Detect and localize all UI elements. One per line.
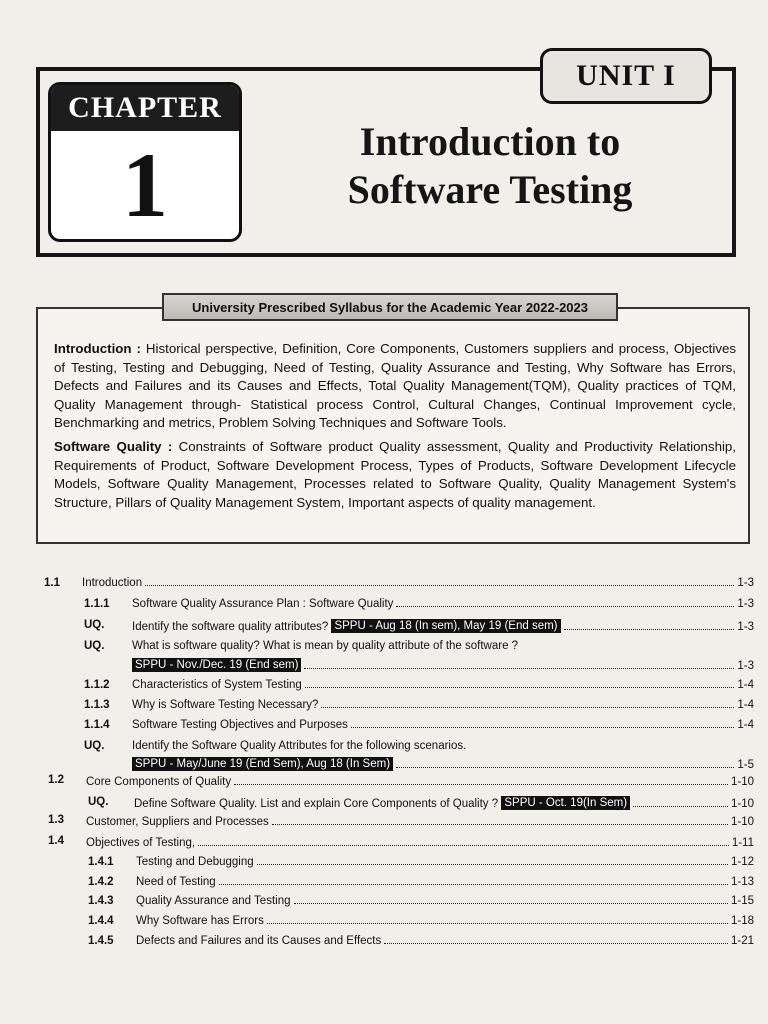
syllabus-quality <box>54 438 736 512</box>
sppu-tag: SPPU - May/June 19 (End Sem), Aug 18 (In Sem) <box>132 757 393 771</box>
toc-leader <box>396 767 734 768</box>
toc-leader <box>564 629 735 630</box>
toc-leader <box>234 784 728 785</box>
toc-page: 1-5 <box>737 759 754 771</box>
toc-page: 1-3 <box>737 577 754 589</box>
toc-leader <box>305 687 735 688</box>
toc-entry <box>132 719 754 731</box>
toc-page: 1-13 <box>730 876 754 888</box>
toc-leader <box>219 884 728 885</box>
toc-text: Define Software Quality. List and explain Core Components of Quality ? <box>134 798 499 810</box>
toc-entry <box>136 935 754 947</box>
toc-entry <box>132 619 754 633</box>
toc-leader <box>198 845 729 846</box>
toc-entry <box>82 577 754 589</box>
toc-page: 1-10 <box>730 816 754 828</box>
chapter-title <box>290 118 690 214</box>
unit-tab <box>540 48 712 104</box>
toc-entry <box>134 796 754 810</box>
toc-text: Customer, Suppliers and Processes <box>86 816 269 828</box>
toc-leader <box>351 727 735 728</box>
toc-text: Core Components of Quality <box>86 776 232 788</box>
toc-text: Software Testing Objectives and Purposes <box>132 719 348 731</box>
quality-body: Constraints of Software product Quality assessment, Quality and Productivity Relationship, Requirements of Product, Software Development Process, Types of Products, Software Development Lifecycle Models, Software Quality Management, Processes related to Software Quality, Quality Management System's Structure, Pillars of Quality Management System, Important aspects of quality management. <box>54 438 737 510</box>
toc-num: 1.3 <box>48 814 64 826</box>
toc-num: 1.4.5 <box>88 935 114 947</box>
toc-num: 1.1.4 <box>84 719 110 731</box>
sppu-tag: SPPU - Oct. 19(In Sem) <box>501 796 630 810</box>
toc-text: Why Software has Errors <box>136 915 264 927</box>
toc-entry <box>136 915 754 927</box>
toc-num: 1.1.1 <box>84 598 110 610</box>
toc-page: 1-4 <box>737 699 754 711</box>
toc-entry <box>132 679 754 691</box>
toc-num: 1.1 <box>44 577 60 589</box>
toc-text: Characteristics of System Testing <box>132 679 302 691</box>
syllabus-banner: University Prescribed Syllabus for the Academic Year 2022-2023 <box>162 293 618 321</box>
toc-num: 1.4.4 <box>88 915 114 927</box>
toc-text: What is software quality? What is mean by quality attribute of the software ? <box>132 640 519 652</box>
toc-leader <box>396 606 734 607</box>
toc-entry <box>132 699 754 711</box>
toc-leader <box>272 824 728 825</box>
toc-page: 1-10 <box>730 776 754 788</box>
toc-page: 1-4 <box>737 679 754 691</box>
intro-body: Historical perspective, Definition, Core Components, Customers suppliers and process, Objectives of Testing, Testing and Debugging, Need of Testing, Quality Assurance and Testing, Why Software has Errors, Defects and Failures and its Causes and Effects, Total Quality Management(TQM), Quality practices of TQM, Quality Management through- Statistical process Control, Cultural Changes, Continual Improvement cycle, Benchmarking and metrics, Problem Solving Techniques and Software Tools. <box>54 341 737 431</box>
toc-text: Need of Testing <box>136 876 216 888</box>
toc-page: 1-21 <box>730 935 754 947</box>
toc-leader <box>321 707 734 708</box>
toc-num: 1.4 <box>48 835 64 847</box>
chapter-label: CHAPTER <box>51 85 239 131</box>
toc-num: UQ. <box>88 796 109 808</box>
toc-entry <box>136 876 754 888</box>
chapter-number: 1 <box>122 134 168 236</box>
toc-text: Defects and Failures and its Causes and Effects <box>136 935 382 947</box>
toc-leader <box>294 903 728 904</box>
toc-page: 1-18 <box>730 915 754 927</box>
chapter-box <box>48 82 242 242</box>
toc-num: 1.1.2 <box>84 679 110 691</box>
toc-entry <box>86 816 754 828</box>
toc-entry <box>86 837 754 849</box>
toc-page: 1-4 <box>737 719 754 731</box>
toc-num: UQ. <box>84 640 105 652</box>
toc-entry <box>136 895 754 907</box>
toc-num: UQ. <box>84 619 105 631</box>
toc-leader <box>633 806 728 807</box>
toc-leader <box>384 943 728 944</box>
toc-text: Testing and Debugging <box>136 856 254 868</box>
toc-entry <box>136 856 754 868</box>
quality-heading: Software Quality : <box>54 438 173 454</box>
title-line-1: Introduction to <box>359 119 621 164</box>
toc-page: 1-3 <box>737 598 754 610</box>
toc-num: 1.1.3 <box>84 699 110 711</box>
toc-page: 1-3 <box>737 621 754 633</box>
toc-entry <box>132 757 754 771</box>
sppu-tag: SPPU - Aug 18 (In sem), May 19 (End sem) <box>331 619 560 633</box>
toc-leader <box>257 864 728 865</box>
toc-page: 1-10 <box>730 798 754 810</box>
toc-text: Objectives of Testing, <box>86 837 196 849</box>
toc-num: UQ. <box>84 740 105 752</box>
toc-text: Software Quality Assurance Plan : Software Quality <box>132 598 394 610</box>
toc-num: 1.4.3 <box>88 895 114 907</box>
toc-text: Identify the Software Quality Attributes for the following scenarios. <box>132 740 467 752</box>
toc-text: Introduction <box>82 577 143 589</box>
sppu-tag: SPPU - Nov./Dec. 19 (End sem) <box>132 658 301 672</box>
toc-num: 1.2 <box>48 774 64 786</box>
toc-text: Quality Assurance and Testing <box>136 895 291 907</box>
title-line-2: Software Testing <box>347 167 633 212</box>
intro-heading: Introduction : <box>54 341 141 356</box>
toc-num: 1.4.2 <box>88 876 114 888</box>
toc-text: Identify the software quality attributes? <box>132 621 329 633</box>
toc-leader <box>145 585 734 586</box>
syllabus-text <box>54 340 736 517</box>
toc-page: 1-11 <box>731 837 754 849</box>
toc-leader <box>267 923 728 924</box>
toc-entry <box>86 776 754 788</box>
syllabus-intro <box>54 340 736 433</box>
toc-text: Why is Software Testing Necessary? <box>132 699 319 711</box>
toc-entry <box>132 658 754 672</box>
toc-page: 1-12 <box>730 856 754 868</box>
toc-entry <box>132 598 754 610</box>
toc-page: 1-15 <box>730 895 754 907</box>
toc-leader <box>304 668 734 669</box>
unit-label: UNIT I <box>576 59 676 92</box>
toc-page: 1-3 <box>737 660 754 672</box>
toc-num: 1.4.1 <box>88 856 114 868</box>
